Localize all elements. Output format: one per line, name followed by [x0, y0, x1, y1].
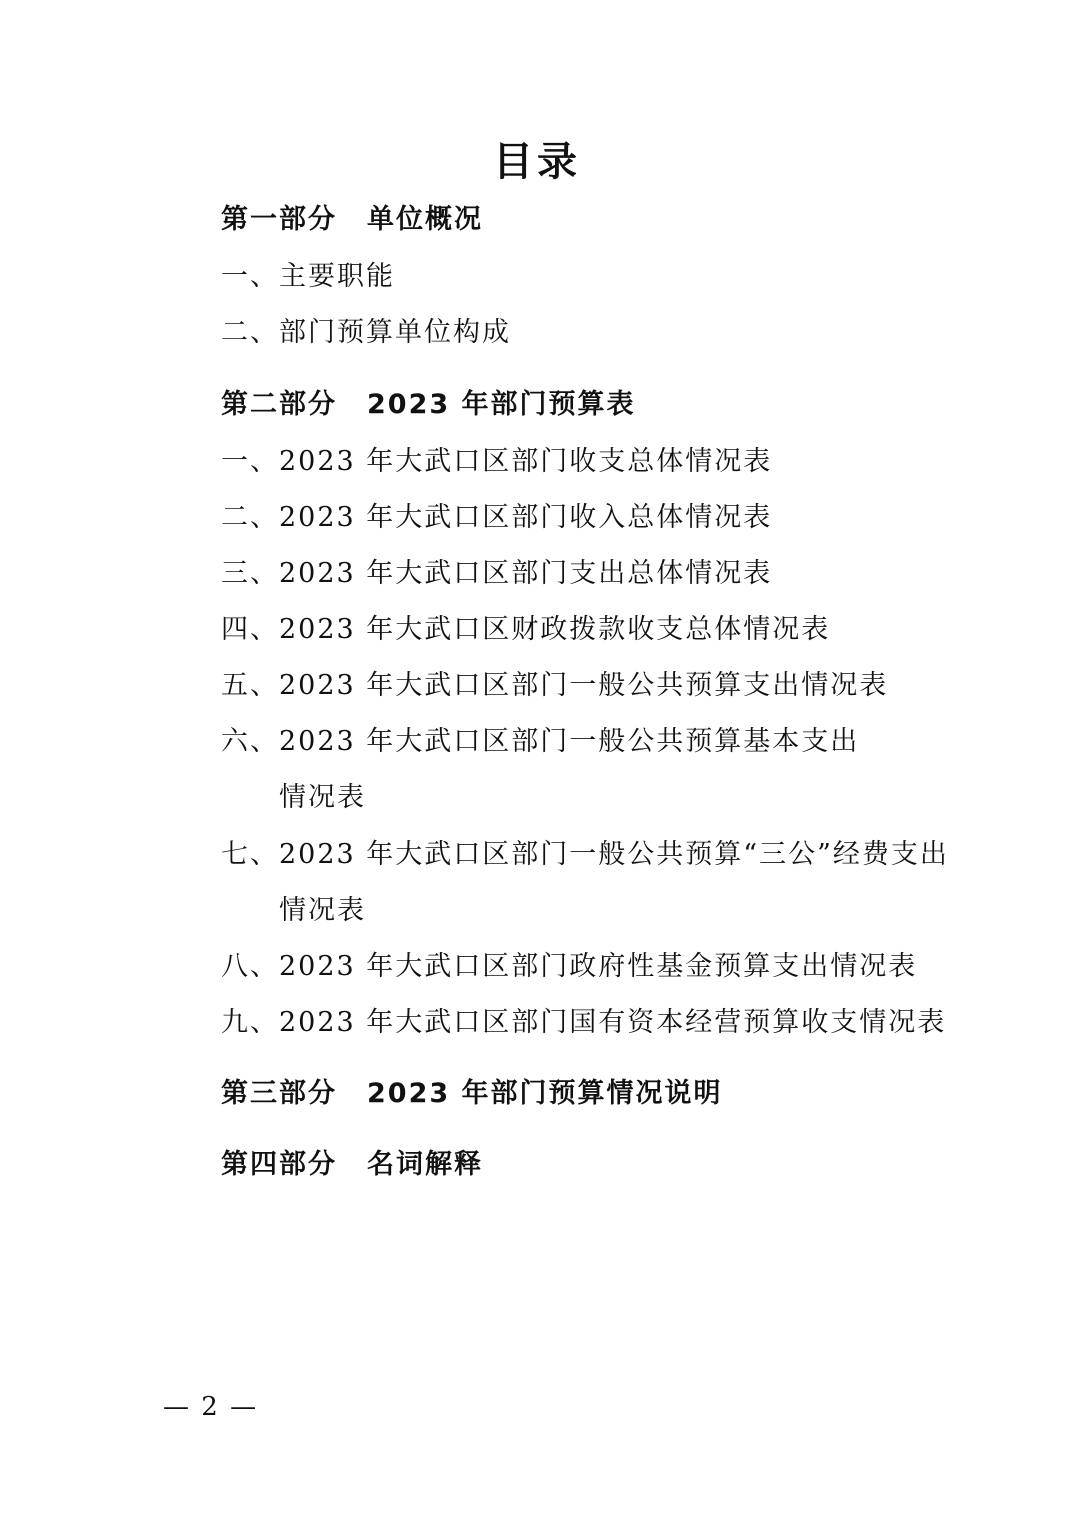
- page-number: — 2 —: [163, 1392, 259, 1422]
- part-title: 2023 年部门预算情况说明: [367, 1078, 723, 1109]
- toc-item[interactable]: 一、主要职能: [221, 261, 395, 292]
- part-title: 名词解释: [367, 1149, 483, 1180]
- toc-item[interactable]: 三、2023 年大武口区部门支出总体情况表: [221, 558, 773, 589]
- toc-item-continuation[interactable]: 情况表: [279, 895, 366, 926]
- toc-item[interactable]: 七、2023 年大武口区部门一般公共预算“三公”经费支出: [221, 839, 949, 870]
- part-title: 单位概况: [367, 204, 483, 235]
- part-label: 第四部分: [221, 1149, 337, 1180]
- toc-part-1[interactable]: [221, 197, 483, 236]
- toc-item[interactable]: 八、2023 年大武口区部门政府性基金预算支出情况表: [221, 951, 918, 982]
- part-title: 2023 年部门预算表: [367, 389, 636, 420]
- toc-item[interactable]: 二、2023 年大武口区部门收入总体情况表: [221, 502, 773, 533]
- toc-item[interactable]: 六、2023 年大武口区部门一般公共预算基本支出: [221, 726, 860, 757]
- toc-item[interactable]: 二、部门预算单位构成: [221, 317, 511, 348]
- toc-item-continuation[interactable]: 情况表: [279, 782, 366, 813]
- part-label: 第二部分: [221, 389, 337, 420]
- part-label: 第三部分: [221, 1078, 337, 1109]
- part-label: 第一部分: [221, 204, 337, 235]
- toc-item[interactable]: 一、2023 年大武口区部门收支总体情况表: [221, 446, 773, 477]
- toc-item[interactable]: 五、2023 年大武口区部门一般公共预算支出情况表: [221, 670, 889, 701]
- page-title: 目录: [493, 139, 581, 185]
- toc-part-4[interactable]: [221, 1142, 483, 1181]
- toc-item[interactable]: 四、2023 年大武口区财政拨款收支总体情况表: [221, 614, 831, 645]
- toc-item[interactable]: 九、2023 年大武口区部门国有资本经营预算收支情况表: [221, 1007, 947, 1038]
- toc-part-2[interactable]: [221, 382, 636, 421]
- toc-part-3[interactable]: [221, 1071, 723, 1110]
